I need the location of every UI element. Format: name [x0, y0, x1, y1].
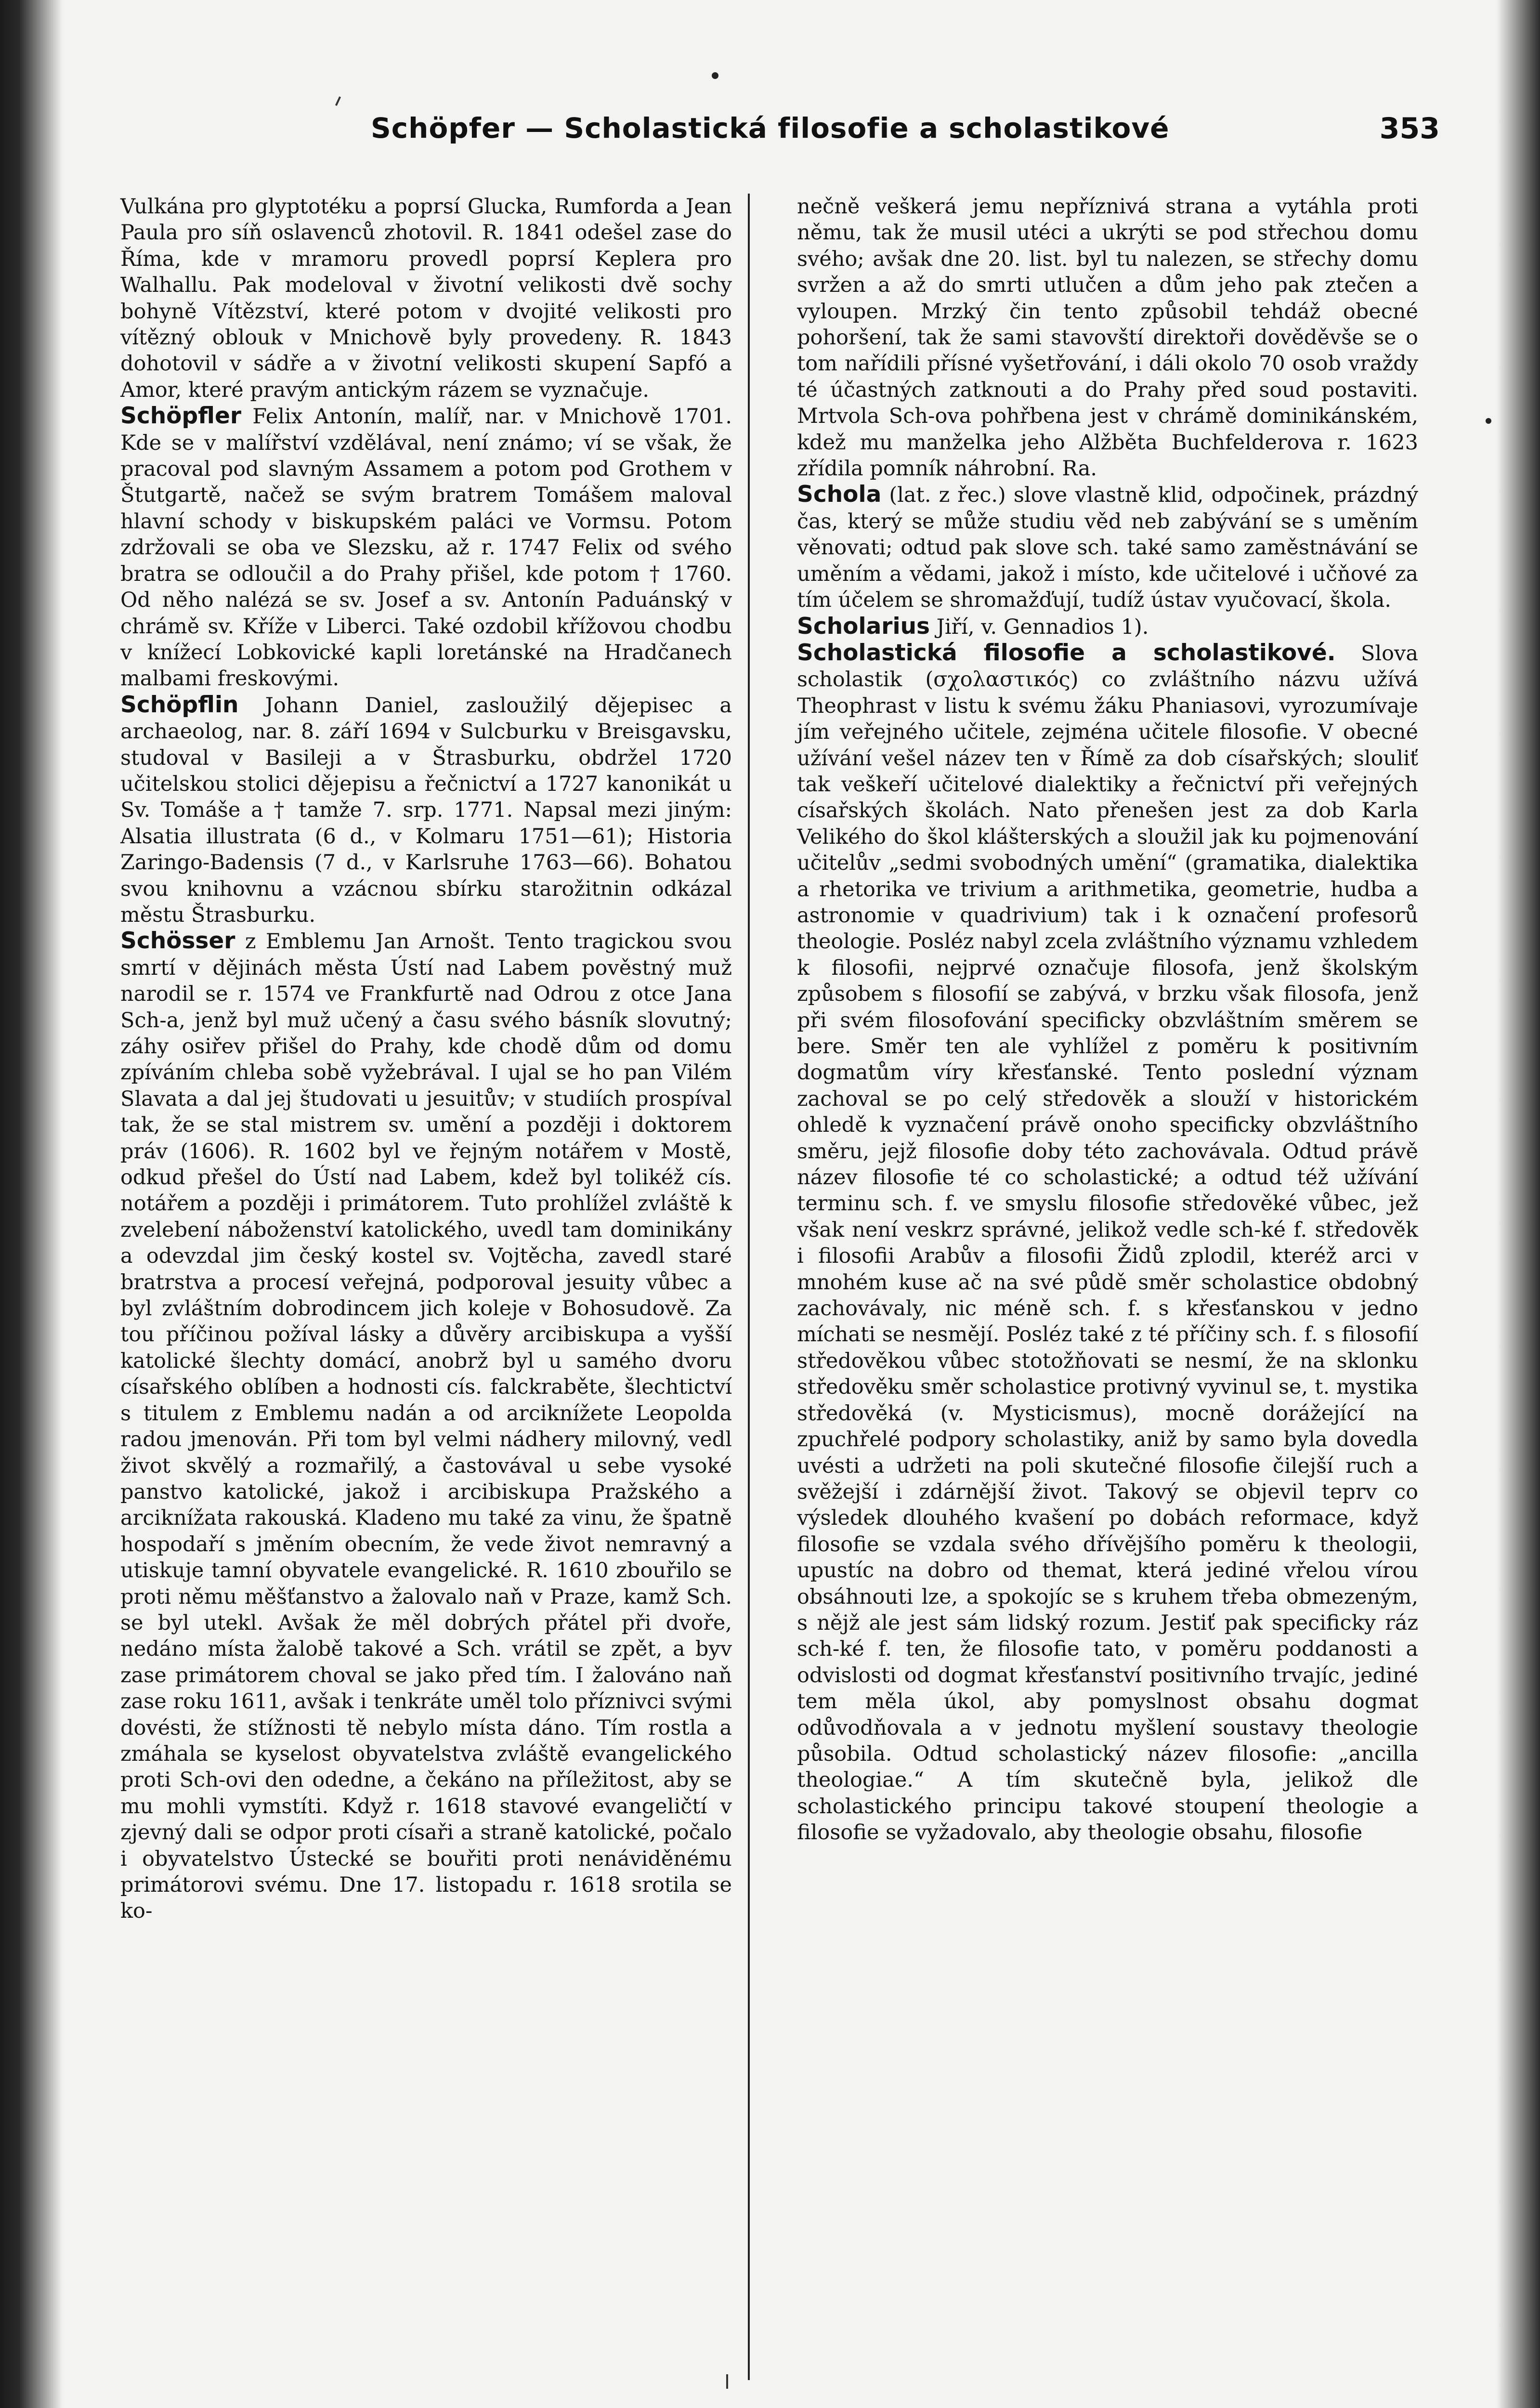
entry-paragraph: [797, 640, 1418, 1846]
entry-headword: Schola: [797, 481, 882, 508]
entry-text: nečně veškerá jemu nepříznivá strana a vytáhla proti němu, tak že musil utéci a ukrýti se pod střechou domu svého; avšak dne 20. list. byl tu nalezen, se střechy domu svržen a až do smrti utlučen a dům jeho pak ztečen a vyloupen. Mrzký čin tento způsobil tehdáž obecné pohoršení, tak že sami stavovští direktoři dověděvše se o tom nařídili přísné vyšetřování, i dáli okolo 70 osob vraždy té účastných zatknouti a do Prahy před soud postaviti. Mrtvola Sch-ova pohřbena jest v chrámě dominikánském, kdež mu manželka jeho Alžběta Buchfelderova r. 1623 zřídila pomník náhrobní. Ra.: [797, 195, 1418, 481]
print-mark-bottom: [726, 2374, 728, 2389]
entry-paragraph: [797, 614, 1418, 640]
print-speck: [712, 72, 718, 79]
entry-text: z Emblemu Jan Arnošt. Tento tragickou svou smrtí v dějinách města Ústí nad Labem pověstný muž narodil se r. 1574 ve Frankfurtě nad Odrou z otce Jana Sch-a, jenž byl muž učený a času svého básník slovutný; záhy osiřev přišel do Prahy, kde chodě dům od domu zpíváním chleba sobě vyžebrával. I ujal se ho pan Vilém Slavata a dal jej študovati u jesuitův; v studiích prospíval tak, že se stal mistrem sv. umění a později i doktorem práv (1606). R. 1602 byl ve řejným notářem v Mostě, odkud přešel do Ústí nad Labem, kdež byl tolikéž cís. notářem a později i primátorem. Tuto prohlížel zvláště k zvelebení náboženství katolického, uvedl tam dominikány a odevzdal jim český kostel sv. Vojtěcha, zavedl staré bratrstva a procesí veřejná, podporoval jesuity vůbec a byl zvláštním dobrodincem jich koleje v Bohosudově. Za tou příčinou požíval lásky a důvěry arcibiskupa a vyšší katolické šlechty domácí, anobrž byl u samého dvoru císařského oblíben a hodnosti cís. falckraběte, šlechtictví s titulem z Emblemu nadán a od arciknížete Leopolda radou jmenován. Při tom byl velmi nádhery milovný, vedl život skvělý a rozmařilý, a častovával u sebe vysoké panstvo katolické, jakož i arcibiskupa Pražského a arciknížata rakouská. Kladeno mu také za vinu, že špatně hospodaří s jměním obecním, že vede život nemravný a utiskuje tamní obyvatele evangelické. R. 1610 zbouřilo se proti němu měšťanstvo a žalovalo naň v Praze, kamž Sch. se byl utekl. Avšak že měl dobrých přátel při dvoře, nedáno místa žalobě takové a Sch. vrátil se zpět, a byv zase primátorem choval se jako před tím. I žalováno naň zase roku 1611, avšak i tenkráte uměl tolo příznivci svými dovésti, že stížnosti tě nebylo místa dáno. Tím rostla a zmáhala se kyselost obyvatelstva zvláště evangelického proti Sch-ovi den odedne, a čekáno na příležitost, aby se mu mohli vymstíti. Když r. 1618 stavové evangeličtí v zjevný dali se odpor proti císaři a straně katolické, počalo i obyvatelstvo Ústecké se bouřiti proti nenáviděnému primátorovi svému. Dne 17. listopadu r. 1618 srotila se ko-: [120, 929, 732, 1924]
page-number: 353: [1379, 112, 1440, 145]
entry-headword: Scholarius: [797, 613, 930, 640]
entry-paragraph: [120, 692, 732, 929]
entry-headword: Schöpfler: [120, 403, 241, 430]
column-divider: [748, 194, 750, 2380]
entry-headword: Schösser: [120, 928, 235, 955]
entry-paragraph: [120, 928, 732, 1924]
entry-text: Jiří, v. Gennadios 1).: [930, 615, 1149, 639]
entry-paragraph: [797, 482, 1418, 613]
entry-paragraph: [120, 194, 732, 403]
scan-shadow-right: [1497, 0, 1540, 2408]
entry-text: (lat. z řec.) slove vlastně klid, odpočinek, prázdný čas, který se může studiu věd neb zabývání se s uměním věnovati; odtud pak slove sch. také samo zaměstnávání se uměním a vědami, jakož i místo, kde učitelové i učňové za tím účelem se shromažďují, tudíž ústav vyučovací, škola.: [797, 483, 1418, 613]
entry-paragraph: [797, 194, 1418, 482]
entry-text: Johann Daniel, zasloužilý dějepisec a archaeolog, nar. 8. září 1694 v Sulcburku v Breisgavsku, studoval v Basileji a v Štrasburku, obdržel 1720 učitelskou stolici dějepisu a řečnictví a 1727 kanonikát u Sv. Tomáše a † tamže 7. srp. 1771. Napsal mezi jiným: Alsatia illustrata (6 d., v Kolmaru 1751—61); Historia Zaringo-Badensis (7 d., v Karlsruhe 1763—66). Bohatou svou knihovnu a vzácnou sbírku starožitnin odkázal městu Štrasburku.: [120, 693, 732, 927]
page-header: [120, 112, 1440, 170]
scan-shadow-left: [0, 0, 63, 2408]
entry-text: Vulkána pro glyptotéku a poprsí Glucka, Rumforda a Jean Paula pro síň oslavenců zhotovil. R. 1841 odešel zase do Říma, kde v mramoru provedl poprsí Keplera pro Walhallu. Pak modeloval v životní velikosti dvě sochy bohyně Vítězství, které potom v dvojité velikosti pro vítězný oblouk v Mnichově byly provedeny. R. 1843 dohotovil v sádře a v životní velikosti skupení Sapfó a Amor, které pravým antickým rázem se vyznačuje.: [120, 195, 732, 402]
entry-text: Felix Antonín, malíř, nar. v Mnichově 1701. Kde se v malířství vzdělával, není známo; ví se však, že pracoval pod slavným Assamem a potom pod Grothem v Štutgartě, načež se svým bratrem Tomášem maloval hlavní schody v biskupském paláci ve Vormsu. Potom zdržovali se oba ve Slezsku, až r. 1747 Felix od svého bratra se odloučil a do Prahy přišel, kde potom † 1760. Od něho nalézá se sv. Josef a sv. Antonín Paduánský v chrámě sv. Kříže v Liberci. Také ozdobil křížovou chodbu v knížecí Lobkovické kapli loretánské na Hradčanech malbami freskovými.: [120, 405, 732, 691]
print-mark: [335, 96, 341, 106]
entry-paragraph: [120, 403, 732, 692]
entry-headword: Scholastická filosofie a scholastikové.: [797, 639, 1336, 666]
entry-headword: Schöpflin: [120, 691, 239, 718]
left-column: [120, 194, 732, 1924]
print-speck-right: [1486, 418, 1491, 424]
right-column: [797, 194, 1418, 1846]
entry-text: Slova scholastik (σχολαστικός) co zvláštního názvu užívá Theophrast v listu k svému žáku Phaniasovi, vyrozumívaje jím veřejného učitele, zejména učitele filosofie. V obecné užívání vešel název ten v Římě za dob císařských; slouliť tak veškeří učitelové dialektiky a řečnictví při veřejných císařských školách. Nato přenešen jest za dob Karla Velikého do škol klášterských a sloužil jak ku pojmenování učitelův „sedmi svobodných umění“ (gramatika, dialektika a rhetorika ve trivium a arithmetika, geometrie, hudba a astronomie v quadrivium) tak i k označení profesorů theologie. Posléz nabyl zcela zvláštního významu vzhledem k filosofii, nejprvé označuje filosofa, jenž školským způsobem s filosofií se zabývá, v brzku však filosofa, jenž při svém filosofování specificky obzvláštním směrem se bere. Směr ten ale vyhlížel z poměru k positivním dogmatům víry křesťanské. Tento poslední význam zachoval se po celý středověk a slouží v historickém ohledě k vyznačení právě onoho specificky obzvláštního směru, jejž filosofie doby této zachovávala. Odtud právě název filosofie té co scholastické; a odtud též užívání terminu sch. f. ve smyslu filosofie středověké vůbec, jež však není veskrz správné, jelikož vedle sch-ké f. středověk i filosofii Arabův a filosofii Židů zplodil, kteréž arci v mnohém kuse ač na své půdě směr scholastice obdobný zachovávaly, nic méně sch. f. s křesťanskou v jedno míchati se nesmějí. Posléz také z té příčiny sch. f. s filosofií středověkou vůbec stotožňovati se nesmí, že na sklonku středověku směr scholastice protivný vyvinul se, t. mystika středověká (v. Mysticismus), mocně dorážející na zpuchřelé podpory scholastiky, aniž by samo byla dovedla uvésti a udržeti na poli skutečné filosofie čilejší ruch a svěžejší i zdárnější život. Takový se objevil teprv co výsledek dlouhého kvašení po dobách reformace, když filosofie se vzdala svého dřívějšího poměru k theologii, upustíc na dobro od themat, která jediné vřelou vírou obsáhnouti lze, a spokojíc se s kruhem třeba obmezeným, s nějž ale jest sám lidský rozum. Jestiť pak specificky ráz sch-ké f. ten, že filosofie tato, v poměru poddanosti a odvislosti od dogmat křesťanství positivního trvajíc, jediné tem měla úkol, aby pomyslnost obsahu dogmat odůvodňovala a v jednotu myšlení soustavy theologie působila. Odtud scholastický název filosofie: „ancilla theologiae.“ A tím skutečně byla, jelikož dle scholastického principu takové stoupení theologie a filosofie se vyžadovalo, aby theologie obsahu, filosofie: [797, 641, 1418, 1845]
running-title: Schöpfer — Scholastická filosofie a scholastikové: [371, 112, 1170, 144]
